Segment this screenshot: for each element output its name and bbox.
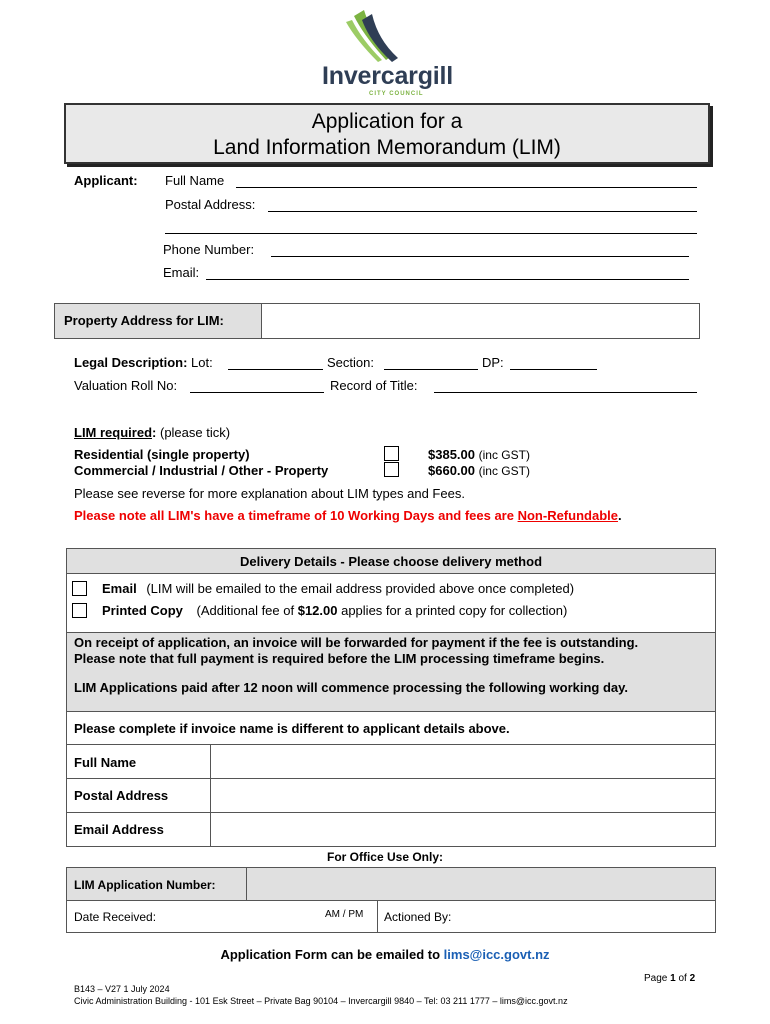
dp-field[interactable] [510,358,597,370]
receipt-line-1: On receipt of application, an invoice will be forwarded for payment if the fee is outstanding. [74,635,639,650]
commercial-price-row [428,463,530,478]
noon-line: LIM Applications paid after 12 noon will commence processing the following working day. [74,680,629,695]
invoice-email-input[interactable] [210,812,716,847]
lot-field[interactable] [228,358,323,370]
see-reverse-text: Please see reverse for more explanation about LIM types and Fees. [74,486,465,501]
invoice-heading-cell [66,711,716,745]
residential-price: $385.00 [428,447,475,462]
valuation-field[interactable] [190,381,324,393]
timeframe-note [74,508,622,523]
office-use-heading: For Office Use Only: [326,850,444,864]
record-field[interactable] [434,381,697,393]
invoice-email-label: Email Address [74,822,164,837]
property-label-cell [54,303,262,339]
phone-field[interactable] [271,245,689,257]
section-label: Section: [327,355,374,370]
am-pm-label: AM / PM [325,909,364,920]
email-delivery-row [102,581,574,596]
email-delivery-desc: (LIM will be emailed to the email address provided above once completed) [146,581,575,596]
invoice-name-label: Full Name [74,755,137,770]
valuation-label: Valuation Roll No: [74,378,178,393]
invoice-name-label-cell [66,744,211,779]
residential-price-row [428,447,530,462]
lim-required-label: LIM required [74,425,153,440]
section-field[interactable] [384,358,478,370]
footer-address: Civic Administration Building - 101 Esk Street – Private Bag 90104 – Invercargill 9840 – Tel: 03 211 1777 – lims@icc.govt.nz [74,996,568,1006]
lim-number-input[interactable] [246,867,716,901]
page-of: of [675,973,690,984]
printed-copy-checkbox[interactable] [72,603,87,618]
title-line-2: Land Information Memorandum (LIM) [213,136,561,159]
dp-label: DP: [482,355,504,370]
email-link[interactable]: lims@icc.govt.nz [443,947,550,962]
date-received-label: Date Received: [74,910,157,924]
postal-address-label: Postal Address: [165,197,256,212]
phone-label: Phone Number: [163,242,255,257]
lim-number-label-cell [66,867,247,901]
actioned-by-label: Actioned By: [384,910,452,924]
legal-row [74,355,213,370]
email-instruction-text: Application Form can be emailed to [220,947,444,962]
invoice-postal-label: Postal Address [74,788,169,803]
page-number [644,973,695,984]
email-delivery-checkbox[interactable] [72,581,87,596]
timeframe-note-text: Please note all LIM's have a timeframe of 10 Working Days and fees are [74,508,518,523]
lot-label: Lot: [191,355,213,370]
printed-copy-desc-b: applies for a printed copy for collection) [337,603,568,618]
page-current: 1 [670,973,676,984]
council-logo-icon [340,6,400,70]
logo-name: Invercargill [322,62,453,90]
delivery-header-text: Delivery Details - Please choose delivery method [239,554,543,569]
page-total: 2 [689,973,696,984]
email-field[interactable] [206,268,689,280]
commercial-price: $660.00 [428,463,475,478]
full-name-field[interactable] [236,176,697,188]
record-label: Record of Title: [330,378,418,393]
payment-notice [66,632,716,712]
email-instruction [0,947,770,962]
page-label: Page [644,973,671,984]
note-period: . [617,508,622,523]
lim-number-label: LIM Application Number: [74,878,216,892]
form-code: B143 – V27 1 July 2024 [74,984,170,994]
postal-address-field-2[interactable] [165,222,697,234]
invoice-heading: Please complete if invoice name is different to applicant details above. [74,721,510,736]
logo-subtitle: CITY COUNCIL [369,91,424,97]
title-box [64,103,710,164]
residential-gst: (inc GST) [478,448,530,462]
receipt-line-2: Please note that full payment is required before the LIM processing timeframe begins. [74,651,605,666]
actioned-by-cell[interactable] [377,900,716,933]
lim-required-colon: : [152,425,157,440]
printed-copy-fee: $12.00 [297,603,338,618]
invoice-name-input[interactable] [210,744,716,779]
residential-checkbox[interactable] [384,446,399,461]
non-refundable-text: Non-Refundable [517,508,618,523]
commercial-label: Commercial / Industrial / Other - Property [74,463,329,478]
invoice-postal-label-cell [66,778,211,813]
commercial-checkbox[interactable] [384,462,399,477]
printed-copy-desc-a: (Additional fee of [196,603,298,618]
legal-label: Legal Description: [74,355,188,370]
printed-copy-label: Printed Copy [102,603,183,618]
invoice-postal-input[interactable] [210,778,716,813]
residential-label: Residential (single property) [74,447,250,462]
commercial-gst: (inc GST) [478,464,530,478]
invoice-email-label-cell [66,812,211,847]
printed-copy-row [102,603,567,618]
lim-required-row [74,425,230,440]
property-label: Property Address for LIM: [64,313,224,328]
delivery-header [66,548,716,574]
date-received-cell[interactable] [66,900,378,933]
title-line-1: Application for a [311,110,463,133]
email-label: Email: [163,265,200,280]
please-tick: (please tick) [159,425,231,440]
full-name-label: Full Name [165,173,225,188]
postal-address-field[interactable] [268,200,697,212]
email-delivery-label: Email [102,581,137,596]
applicant-label: Applicant: [74,173,138,188]
property-address-input[interactable] [261,303,700,339]
